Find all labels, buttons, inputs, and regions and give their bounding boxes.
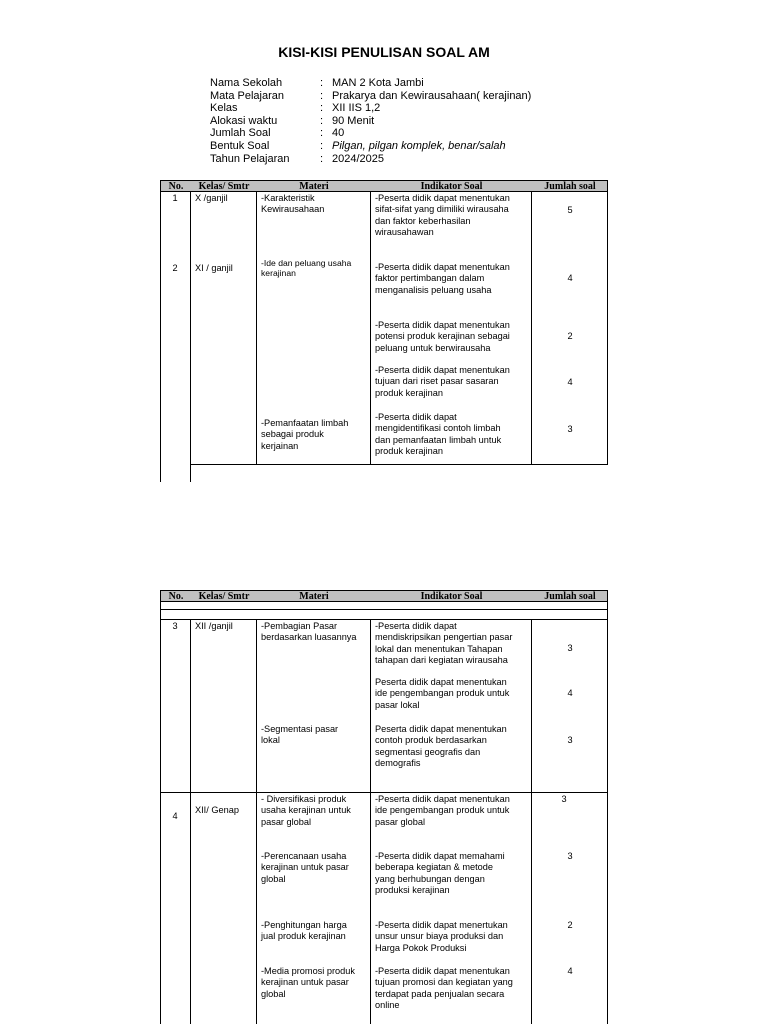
info-value: 40 xyxy=(332,127,345,140)
cell-jumlah: 4 xyxy=(567,377,573,387)
cell-jumlah: 3 xyxy=(561,794,567,804)
cell-no: 1 xyxy=(172,193,178,203)
header-jumlah: Jumlah soal xyxy=(544,591,596,602)
cell-materi: -Ide dan peluang usaha kerajinan xyxy=(261,258,352,278)
cell-indikator: -Peserta didik dapat menentukan ide pengembangan produk untuk pasar global xyxy=(375,794,510,827)
info-label: Nama Sekolah xyxy=(210,77,283,89)
cell-jumlah: 4 xyxy=(567,966,573,976)
info-label: Tahun Pelajaran xyxy=(210,152,290,165)
cell-kelas: XI / ganjil xyxy=(195,263,233,273)
cell-jumlah: 3 xyxy=(567,643,573,653)
info-colon: : xyxy=(320,139,324,152)
cell-materi: -Penghitungan harga jual produk kerajinan xyxy=(261,920,347,942)
grid-line xyxy=(370,191,371,464)
header-no: No. xyxy=(168,181,184,192)
cell-jumlah: 3 xyxy=(567,424,573,434)
cell-indikator: -Peserta didik dapat mengidentifikasi contoh limbah dan pemanfaatan limbah untuk produk kerajinan xyxy=(375,412,502,456)
grid-line xyxy=(160,792,608,793)
cell-no: 2 xyxy=(172,263,178,273)
cell-materi: -Pembagian Pasar berdasarkan luasannya xyxy=(261,621,357,643)
info-row-count xyxy=(210,127,531,140)
info-value: Prakarya dan Kewirausahaan( kerajinan) xyxy=(332,89,532,102)
cell-materi: -Media promosi produk kerajinan untuk pasar global xyxy=(261,966,355,999)
info-colon: : xyxy=(320,127,324,140)
table-header xyxy=(160,180,608,192)
info-row-school xyxy=(210,77,531,90)
cell-kelas: XII/ Genap xyxy=(195,805,239,815)
header-materi: Materi xyxy=(299,181,329,192)
info-label: Kelas xyxy=(210,102,238,115)
kisi-table-2 xyxy=(160,590,608,1024)
info-row-time xyxy=(210,115,531,128)
info-colon: : xyxy=(320,152,324,165)
header-no: No. xyxy=(168,591,184,602)
info-colon: : xyxy=(320,77,324,89)
cell-materi: -Karakteristik Kewirausahaan xyxy=(261,193,325,215)
header-indikator: Indikator Soal xyxy=(420,591,483,602)
info-label: Mata Pelajaran xyxy=(210,89,284,102)
cell-materi: - Diversifikasi produk usaha kerajinan untuk pasar global xyxy=(261,794,351,827)
grid-line xyxy=(160,191,161,482)
info-row-subject xyxy=(210,90,531,103)
cell-indikator: -Peserta didik dapat menentukan faktor pertimbangan dalam menganalisis peluang usaha xyxy=(375,262,510,295)
grid-line xyxy=(160,609,608,610)
cell-jumlah: 2 xyxy=(567,331,573,341)
cell-materi: -Pemanfaatan limbah sebagai produk kerjainan xyxy=(261,418,349,451)
grid-line xyxy=(160,619,608,620)
table-header xyxy=(160,590,608,602)
info-value: Pilgan, pilgan komplek, benar/salah xyxy=(332,139,506,152)
info-value: 90 Menit xyxy=(332,114,375,127)
document-title: KISI-KISI PENULISAN SOAL AM xyxy=(278,44,490,60)
cell-indikator: -Peserta didik dapat menentukan tujuan dari riset pasar sasaran produk kerajinan xyxy=(375,365,510,398)
info-row-type xyxy=(210,140,531,153)
info-value: 2024/2025 xyxy=(332,152,384,165)
info-label: Bentuk Soal xyxy=(210,139,270,152)
info-colon: : xyxy=(320,114,324,127)
header-indikator: Indikator Soal xyxy=(420,181,483,192)
info-label: Alokasi waktu xyxy=(210,114,278,127)
cell-no: 4 xyxy=(172,811,178,821)
cell-indikator: -Peserta didik dapat memahami beberapa kegiatan & metode yang berhubungan dengan produksi kerajinan xyxy=(375,851,505,895)
cell-indikator: Peserta didik dapat menentukan contoh produk berdasarkan segmentasi geografis dan demografis xyxy=(375,724,507,768)
header-kelas: Kelas/ Smtr xyxy=(198,591,250,602)
info-block xyxy=(210,77,531,165)
info-row-class xyxy=(210,102,531,115)
cell-materi: -Segmentasi pasar lokal xyxy=(261,724,339,746)
grid-line xyxy=(370,619,371,1024)
info-colon: : xyxy=(320,102,324,115)
cell-kelas: XII /ganjil xyxy=(195,621,233,631)
cell-no: 3 xyxy=(172,621,178,631)
info-colon: : xyxy=(320,89,324,102)
header-kelas: Kelas/ Smtr xyxy=(198,181,250,192)
grid-line xyxy=(190,191,191,482)
grid-line xyxy=(607,601,608,620)
cell-indikator: -Peserta didik dapat menertukan unsur unsur biaya produksi dan Harga Pokok Produksi xyxy=(375,920,508,953)
cell-jumlah: 5 xyxy=(567,205,573,215)
cell-jumlah: 2 xyxy=(567,920,573,930)
header-jumlah: Jumlah soal xyxy=(544,181,596,192)
cell-jumlah: 4 xyxy=(567,688,573,698)
grid-line xyxy=(531,619,532,1024)
cell-indikator: -Peserta didik dapat mendiskripsikan pengertian pasar lokal dan menentukan Tahapan tahapan dari kegiatan wirausaha xyxy=(375,621,513,665)
grid-line xyxy=(256,619,257,1024)
cell-jumlah: 3 xyxy=(567,851,573,861)
info-label: Jumlah Soal xyxy=(210,127,271,140)
info-value: XII IIS 1,2 xyxy=(332,102,381,115)
cell-jumlah: 3 xyxy=(567,735,573,745)
header-materi: Materi xyxy=(299,591,329,602)
cell-kelas: X /ganjil xyxy=(195,193,228,203)
cell-indikator: -Peserta didik dapat menentukan tujuan promosi dan kegiatan yang terdapat pada penjualan secara online xyxy=(375,966,513,1010)
cell-materi: -Perencanaan usaha kerajinan untuk pasar global xyxy=(261,851,349,884)
grid-line xyxy=(190,619,191,1024)
kisi-table-1 xyxy=(160,180,608,482)
grid-line xyxy=(190,464,608,465)
cell-indikator: -Peserta didik dapat menentukan sifat-sifat yang dimiliki wirausaha dan faktor keberhasilan wirausahawan xyxy=(375,193,510,237)
grid-line xyxy=(256,191,257,464)
info-value: MAN 2 Kota Jambi xyxy=(332,77,424,89)
cell-indikator: Peserta didik dapat menentukan ide pengembangan produk untuk pasar lokal xyxy=(375,677,510,710)
cell-indikator: -Peserta didik dapat menentukan potensi produk kerajinan sebagai peluang untuk berwirausaha xyxy=(375,320,510,353)
cell-jumlah: 4 xyxy=(567,273,573,283)
info-row-year xyxy=(210,153,531,166)
grid-line xyxy=(607,619,608,1024)
grid-line xyxy=(160,601,161,620)
